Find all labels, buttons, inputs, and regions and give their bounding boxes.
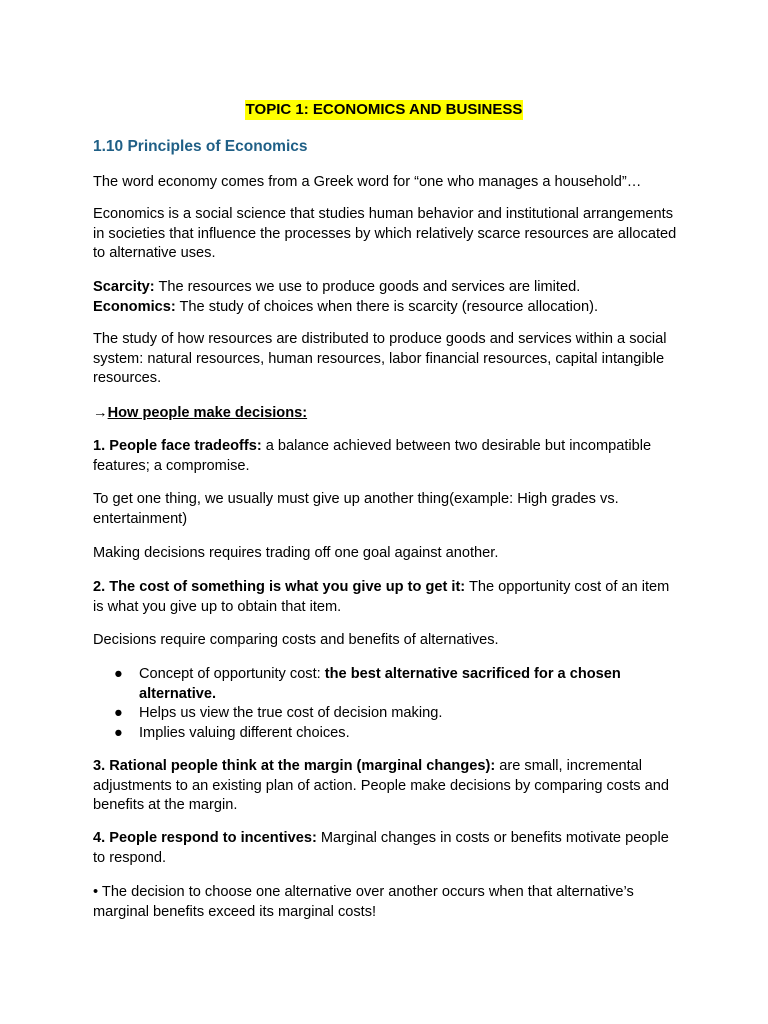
how-people-label: How people make decisions:	[107, 405, 308, 421]
bullet-icon: ●	[114, 724, 123, 741]
bullet-list	[93, 665, 683, 743]
principle-3-text: are small, incremental adjustments to an existing plan of action. People make decisions by comparing costs and benefits at the margin.	[93, 758, 669, 813]
bullet-1-text: Concept of opportunity cost:	[139, 666, 325, 682]
principle-4-term: 4. People respond to incentives:	[93, 830, 317, 846]
bullet-2-text: Helps us view the true cost of decision making.	[139, 705, 443, 721]
paragraph-resources: The study of how resources are distributed to produce goods and services within a social system: natural resources, human resources, labor financial resources, capital intangible resources.	[93, 331, 667, 386]
list-item	[93, 724, 683, 744]
paragraph-marginal-benefits: • The decision to choose one alternative over another occurs when that alternative’s marginal benefits exceed its marginal costs!	[93, 884, 634, 920]
principle-2-text: The opportunity cost of an item is what you give up to obtain that item.	[93, 579, 670, 615]
arrow-icon: →	[93, 405, 108, 421]
principle-3-term: 3. Rational people think at the margin (marginal changes):	[93, 758, 496, 774]
bullet-1-bold: the best alternative sacrificed for a chosen alternative.	[139, 666, 621, 702]
principle-1-text: a balance achieved between two desirable but incompatible features; a compromise.	[93, 438, 652, 474]
paragraph-making-decisions: Making decisions requires trading off one goal against another.	[93, 545, 499, 561]
bullet-icon: ●	[114, 705, 123, 721]
paragraph-compare-costs: Decisions require comparing costs and benefits of alternatives.	[93, 632, 499, 648]
list-item	[93, 704, 683, 724]
title-row	[0, 100, 768, 121]
economics-text: The study of choices when there is scarcity (resource allocation).	[175, 298, 599, 315]
paragraph-tradeoff-example: To get one thing, we usually must give up another thing(example: High grades vs. entertainment)	[93, 491, 619, 527]
scarcity-term: Scarcity:	[93, 279, 155, 295]
definitions-block	[93, 278, 683, 317]
bullet-icon: ●	[114, 666, 123, 682]
principle-4-text: Marginal changes in costs or benefits motivate people to respond.	[93, 830, 669, 866]
principle-1	[93, 437, 683, 476]
bullet-3-text: Implies valuing different choices.	[139, 724, 350, 741]
page-title: TOPIC 1: ECONOMICS AND BUSINESS	[245, 101, 523, 118]
principle-2	[93, 578, 683, 617]
how-people-heading	[93, 404, 683, 424]
section-heading: 1.10 Principles of Economics	[93, 138, 308, 155]
list-item	[93, 665, 683, 704]
principle-2-term: 2. The cost of something is what you give up to get it:	[93, 579, 466, 595]
paragraph-economics-definition: Economics is a social science that studies human behavior and institutional arrangements in societies that influence the processes by which relatively scarce resources are allocated to alternative uses.	[93, 206, 677, 261]
economics-term: Economics:	[93, 298, 176, 315]
principle-3	[93, 757, 683, 816]
principle-4	[93, 829, 683, 868]
paragraph-economy-origin: The word economy comes from a Greek word for “one who manages a household”…	[93, 174, 642, 190]
principle-1-term: 1. People face tradeoffs:	[93, 438, 262, 454]
scarcity-text: The resources we use to produce goods and services are limited.	[154, 279, 581, 295]
